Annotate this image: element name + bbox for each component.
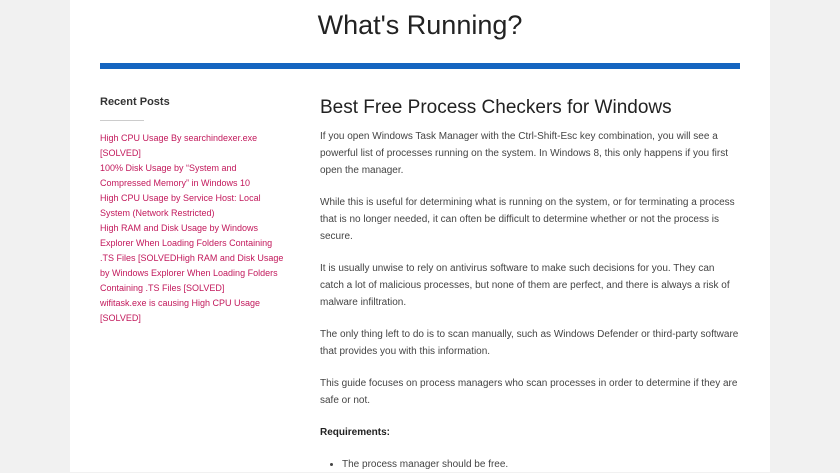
requirement-item: • The process manager should be free. — [342, 456, 508, 473]
article-paragraph: While this is useful for determining what is running on the system, or for terminating a process that is no longer needed, it can often be difficult to determine whether or not the process is secure. — [320, 197, 735, 242]
header-accent-bar — [100, 63, 740, 69]
recent-post-link[interactable]: 100% Disk Usage by “System and Compressed Memory” in Windows 10 — [100, 163, 251, 188]
recent-post-link[interactable]: wifitask.exe is causing High CPU Usage [SOLVED] — [100, 298, 261, 323]
recent-post-link[interactable]: High CPU Usage by Service Host: Local System (Network Restricted) — [100, 193, 261, 218]
article-paragraph: If you open Windows Task Manager with the Ctrl-Shift-Esc key combination, you will see a powerful list of processes running on the system. In Windows 8, this only happens if you first open the manager. — [320, 131, 728, 176]
requirements-list — [320, 456, 508, 473]
recent-posts-heading: Recent Posts — [100, 96, 170, 108]
widget-divider — [100, 120, 144, 121]
sidebar — [100, 94, 285, 326]
article-title: Best Free Process Checkers for Windows — [320, 97, 672, 118]
recent-posts-list — [100, 131, 285, 326]
article-paragraph: This guide focuses on process managers who scan processes in order to determine if they are safe or not. — [320, 378, 738, 406]
article-paragraph: It is usually unwise to rely on antivirus software to make such decisions for you. They can catch a lot of malicious processes, but none of them are perfect, and there is always a risk of malware infiltration. — [320, 263, 730, 308]
page-container — [70, 0, 770, 472]
article — [320, 94, 740, 470]
site-title[interactable]: What's Running? — [317, 10, 523, 40]
requirements-label: Requirements: — [320, 427, 391, 438]
recent-post-link[interactable]: High RAM and Disk Usage by Windows Explorer When Loading Folders Containing .TS Files [SOLVEDHigh RAM and Disk Usage by Windows Explorer When Loading Folders Containing .TS Files [SOLVED] — [100, 223, 284, 293]
recent-post-link[interactable]: High CPU Usage By searchindexer.exe [SOLVED] — [100, 133, 258, 158]
article-paragraph: The only thing left to do is to scan manually, such as Windows Defender or third-party software that provides you with this information. — [320, 329, 739, 357]
